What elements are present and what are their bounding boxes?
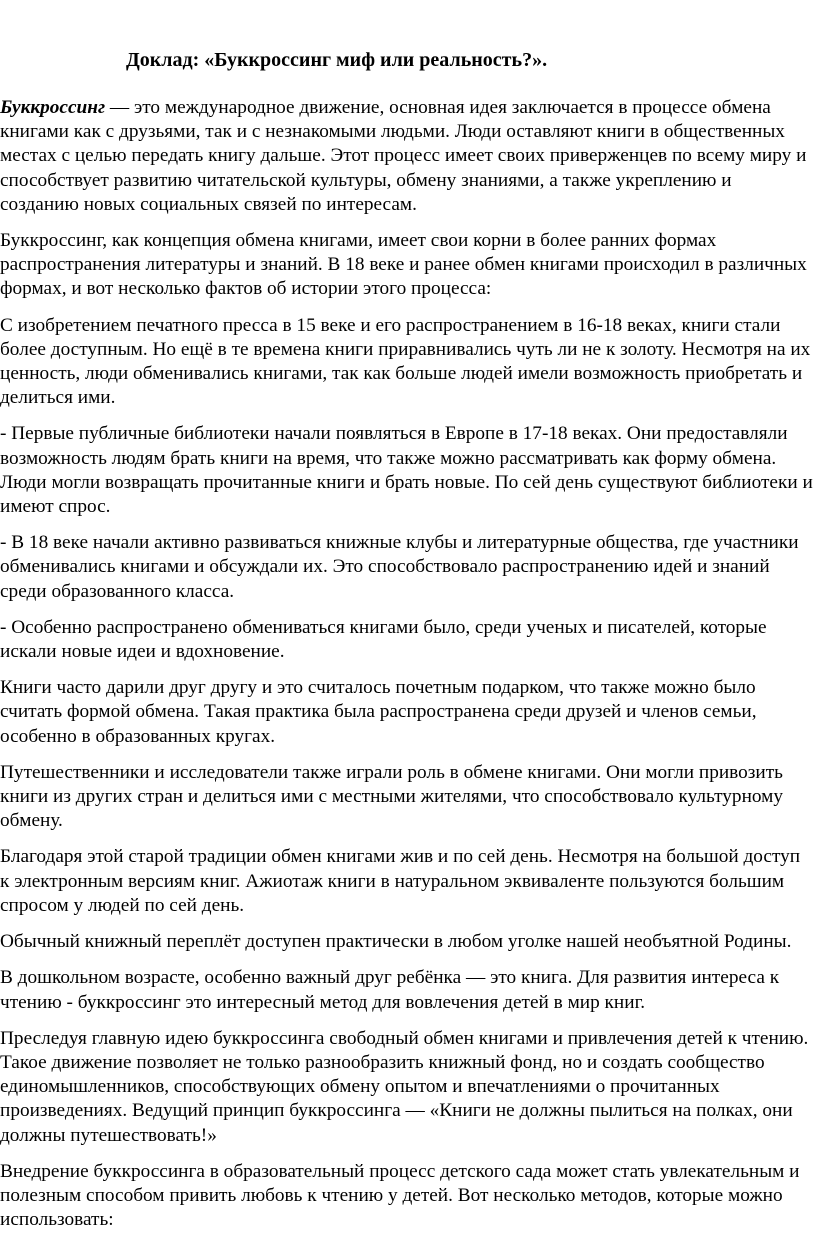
document-title: Доклад: «Буккроссинг миф или реальность?». xyxy=(126,49,548,71)
paragraph: Обычный книжный переплёт доступен практически в любом уголке нашей необъятной Родины. xyxy=(0,931,792,953)
paragraph: Буккроссинг, как концепция обмена книгами, имеет свои корни в более ранних формах распространения литературы и знаний. В 18 веке и ранее обмен книгами происходил в различных формах, и вот несколько фактов об истории этого процесса: xyxy=(0,230,807,300)
paragraph: Книги часто дарили друг другу и это считалось почетным подарком, что также можно было считать формой обмена. Такая практика была распространена среди друзей и членов семьи, особенно в образованных кругах. xyxy=(0,677,757,747)
paragraph: С изобретением печатного пресса в 15 веке и его распространением в 16-18 веках, книги стали более доступным. Но ещё в те времена книги приравнивались чуть ли не к золоту. Несмотря на их ценность, люди обменивались книгами, так как больше людей имели возможность приобретать и делиться ими. xyxy=(0,314,811,409)
list-paragraph: - Первые публичные библиотеки начали появляться в Европе в 17-18 веках. Они предоставляли возможность людям брать книги на время, что также можно рассматривать как форму обмена. Люди могли возвращать прочитанные книги и брать новые. По сей день существуют библиотеки и имеют спрос. xyxy=(0,423,813,518)
intro-text: — это международное движение, основная идея заключается в процессе обмена книгами как с друзьями, так и с незнакомыми людьми. Люди оставляют книги в общественных местах с целью передать книгу дальше. Этот процесс имеет своих приверженцев по всему миру и способствует развитию читательской культуры, обмену знаниями, а также укреплению и созданию новых социальных связей по интересам. xyxy=(0,97,807,215)
intro-paragraph xyxy=(0,96,814,217)
list-paragraph: - Особенно распространено обмениваться книгами было, среди ученых и писателей, которые искали новые идеи и вдохновение. xyxy=(0,616,767,663)
document-body xyxy=(0,96,814,1244)
list-paragraph: - В 18 веке начали активно развиваться книжные клубы и литературные общества, где участники обменивались книгами и обсуждали их. Это способствовало распространению идей и знаний среди образованного класса. xyxy=(0,532,799,602)
paragraph: Внедрение буккроссинга в образовательный процесс детского сада может стать увлекательным и полезным способом привить любовь к чтению у детей. Вот несколько методов, которые можно использовать: xyxy=(0,1160,800,1231)
paragraph: Преследуя главную идею буккроссинга свободный обмен книгами и привлечения детей к чтению. Такое движение позволяет не только разнообразить книжный фонд, но и создать сообщество единомышленников, способствующих обмену опытом и впечатлениями о прочитанных произведениях. Ведущий принцип буккроссинга — «Книги не должны пылиться на полках, они должны путешествовать!» xyxy=(0,1027,809,1146)
paragraph: Путешественники и исследователи также играли роль в обмене книгами. Они могли привозить книги из других стран и делиться ими с местными жителями, что способствовало культурному обмену. xyxy=(0,761,783,832)
intro-term: Буккроссинг xyxy=(0,97,106,118)
paragraph: Благодаря этой старой традиции обмен книгами жив и по сей день. Несмотря на большой доступ к электронным версиям книг. Ажиотаж книги в натуральном эквиваленте пользуются большим спросом у людей по сей день. xyxy=(0,846,801,916)
paragraph: В дошкольном возрасте, особенно важный друг ребёнка — это книга. Для развития интереса к чтению - буккроссинг это интересный метод для вовлечения детей в мир книг. xyxy=(0,967,780,1013)
